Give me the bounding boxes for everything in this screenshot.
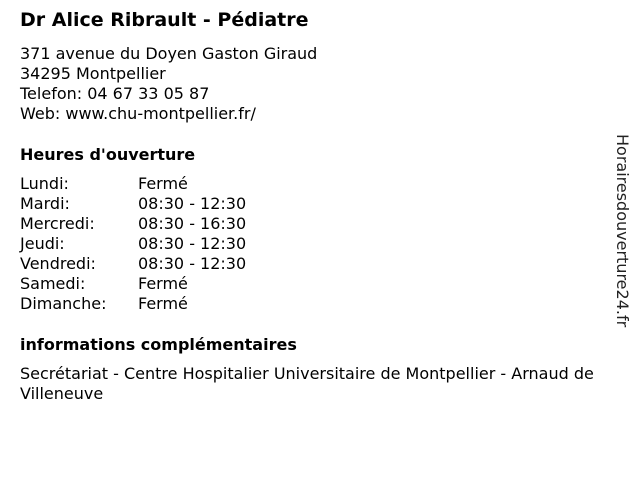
hours-time: Fermé [138,174,188,193]
address-city: 34295 Montpellier [20,64,166,83]
hours-day: Vendredi: [20,254,96,273]
address-street: 371 avenue du Doyen Gaston Giraud [20,44,318,63]
phone-line: Telefon: 04 67 33 05 87 [20,84,210,103]
hours-day: Mercredi: [20,214,95,233]
info-heading: informations complémentaires [20,335,297,354]
hours-day: Samedi: [20,274,86,293]
web-line: Web: www.chu-montpellier.fr/ [20,104,256,123]
hours-time: Fermé [138,294,188,313]
hours-day: Dimanche: [20,294,107,313]
info-text: Secrétariat - Centre Hospitalier Universitaire de Montpellier - Arnaud de Villeneuve [20,364,594,403]
contact-block [20,44,317,124]
hours-day: Mardi: [20,194,70,213]
hours-time: 08:30 - 12:30 [138,194,247,213]
site-watermark: Horairesdouverture24.fr [613,134,632,328]
page-title: Dr Alice Ribrault - Pédiatre [20,9,309,31]
hours-heading: Heures d'ouverture [20,145,196,164]
hours-day: Lundi: [20,174,69,193]
hours-time: Fermé [138,274,188,293]
hours-time: 08:30 - 16:30 [138,214,247,233]
hours-day: Jeudi: [20,234,65,253]
hours-time: 08:30 - 12:30 [138,254,247,273]
hours-time: 08:30 - 12:30 [138,234,247,253]
